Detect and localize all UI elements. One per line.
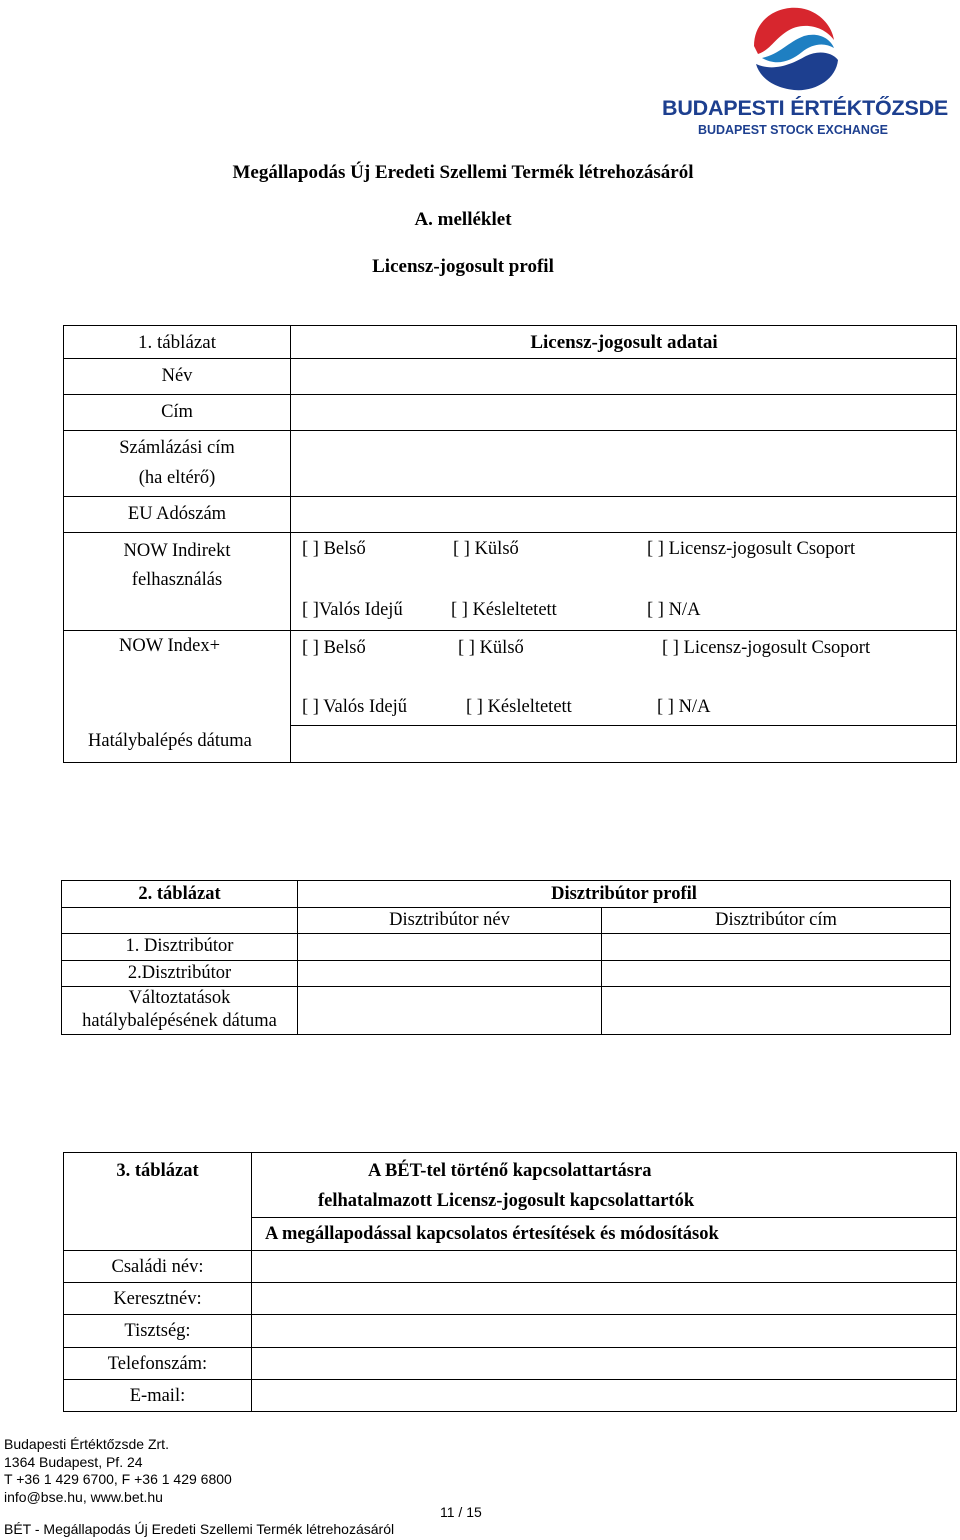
footer-address bbox=[4, 1436, 232, 1506]
row-label-now-index-plus: NOW Index+ bbox=[119, 636, 221, 656]
footer-web: info@bse.hu, www.bet.hu bbox=[4, 1488, 163, 1505]
document-title: Megállapodás Új Eredeti Szellemi Termék létrehozásáról bbox=[232, 162, 694, 183]
table-2-caption: 2. táblázat bbox=[138, 884, 221, 904]
footer-company: Budapesti Értéktőzsde Zrt. bbox=[4, 1436, 169, 1452]
checkbox-kulso[interactable]: [ ] Külső bbox=[453, 539, 519, 559]
row-label-hatalybalepesenek-datuma: hatálybalépésének dátuma bbox=[82, 1011, 277, 1031]
bse-logo-mark-icon bbox=[662, 2, 924, 97]
row-label-nev: Név bbox=[161, 366, 193, 386]
section-subtitle: Licensz-jogosult profil bbox=[372, 256, 554, 277]
table-3-header-line-1: A BÉT-tel történő kapcsolattartásra bbox=[368, 1161, 652, 1181]
table-1-caption: 1. táblázat bbox=[137, 332, 217, 353]
row-label-ha-elter: (ha eltérő) bbox=[138, 468, 216, 488]
checkbox-kesleltetett[interactable]: [ ] Késleltetett bbox=[451, 600, 557, 620]
checkbox-na[interactable]: [ ] N/A bbox=[647, 600, 701, 620]
column-header-disztributor-nev: Disztribútor név bbox=[389, 910, 510, 930]
footer-phone: T +36 1 429 6700, F +36 1 429 6800 bbox=[4, 1471, 232, 1487]
checkbox-index-valos-ideju[interactable]: [ ] Valós Idejű bbox=[302, 697, 407, 717]
row-label-keresztnev: Keresztnév: bbox=[113, 1289, 202, 1309]
row-label-tisztseg: Tisztség: bbox=[124, 1321, 191, 1341]
row-label-eu-adoszam: EU Adószám bbox=[127, 504, 227, 524]
footer-document-title: BÉT - Megállapodás Új Eredeti Szellemi Termék létrehozásáról bbox=[4, 1521, 395, 1537]
checkbox-index-na[interactable]: [ ] N/A bbox=[657, 697, 711, 717]
checkbox-belso[interactable]: [ ] Belső bbox=[302, 539, 366, 559]
table-3-header-line-2: felhatalmazott Licensz-jogosult kapcsolattartók bbox=[318, 1191, 695, 1211]
table-1-header: Licensz-jogosult adatai bbox=[530, 332, 718, 353]
table-1 bbox=[63, 325, 957, 763]
row-label-valtoztatasok: Változtatások bbox=[128, 988, 231, 1008]
table-3-subheader: A megállapodással kapcsolatos értesítések és módosítások bbox=[265, 1224, 719, 1244]
row-label-disztributor-1: 1. Disztribútor bbox=[125, 936, 234, 956]
row-label-disztributor-2: 2.Disztribútor bbox=[127, 963, 232, 983]
row-label-szamlazasi-cim: Számlázási cím bbox=[119, 438, 235, 458]
page-number: 11 / 15 bbox=[440, 1504, 482, 1520]
table-3-caption: 3. táblázat bbox=[116, 1161, 199, 1181]
annex-label: A. melléklet bbox=[414, 209, 512, 230]
footer-postal: 1364 Budapest, Pf. 24 bbox=[4, 1453, 143, 1470]
table-2 bbox=[61, 880, 951, 1035]
row-label-cim: Cím bbox=[161, 402, 193, 422]
bse-logo bbox=[662, 2, 949, 140]
checkbox-index-belso[interactable]: [ ] Belső bbox=[302, 638, 366, 658]
logo-name: BUDAPESTI ÉRTÉKTŐZSDE bbox=[662, 96, 949, 120]
row-label-telefonszam: Telefonszám: bbox=[107, 1354, 208, 1374]
row-label-now-indirekt: NOW Indirekt bbox=[123, 541, 231, 561]
logo-subtitle: BUDAPEST STOCK EXCHANGE bbox=[697, 123, 889, 137]
row-label-csaladi-nev: Családi név: bbox=[111, 1257, 204, 1277]
checkbox-index-kulso[interactable]: [ ] Külső bbox=[458, 638, 524, 658]
row-label-hatalybalepes-datuma: Hatálybalépés dátuma bbox=[88, 731, 252, 751]
row-label-email: E-mail: bbox=[129, 1386, 186, 1406]
checkbox-valos-ideju[interactable]: [ ]Valós Idejű bbox=[302, 600, 403, 620]
table-3 bbox=[63, 1152, 957, 1412]
checkbox-index-kesleltetett[interactable]: [ ] Késleltetett bbox=[466, 697, 572, 717]
table-2-header: Disztribútor profil bbox=[551, 884, 697, 904]
checkbox-index-licensz-csoport[interactable]: [ ] Licensz-jogosult Csoport bbox=[662, 638, 871, 658]
checkbox-licensz-csoport[interactable]: [ ] Licensz-jogosult Csoport bbox=[647, 539, 856, 559]
row-label-felhasznalas: felhasználás bbox=[131, 570, 223, 590]
column-header-disztributor-cim: Disztribútor cím bbox=[715, 910, 837, 930]
